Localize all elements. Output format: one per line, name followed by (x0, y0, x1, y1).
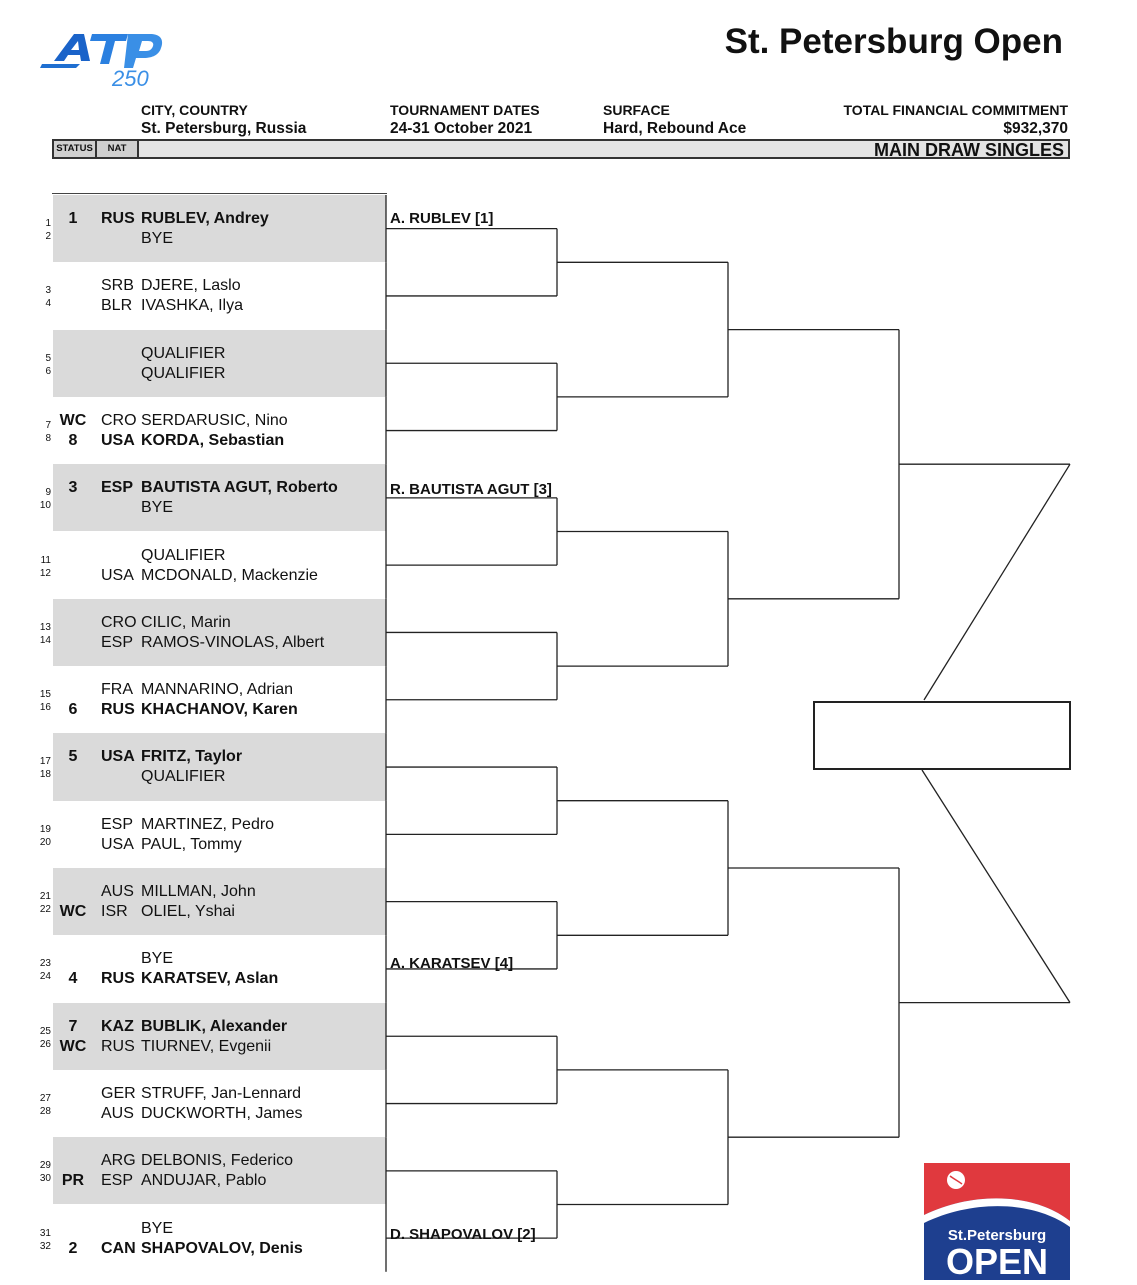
draw-position: 27 (39, 1092, 51, 1104)
dates-label: TOURNAMENT DATES (390, 102, 540, 118)
player-nationality: RUS (101, 210, 135, 227)
st-petersburg-open-logo (924, 1163, 1070, 1280)
player-name: BUBLIK, Alexander (141, 1017, 288, 1035)
player-nationality: FRA (101, 681, 133, 699)
draw-position: 2 (45, 231, 51, 242)
player-nationality: ESP (101, 815, 134, 833)
surface-label: SURFACE (603, 102, 670, 118)
player-name: BAUTISTA AGUT, Roberto (141, 479, 338, 497)
player-nationality: ESP (101, 479, 134, 497)
player-name: OLIEL, Yshai (141, 903, 235, 920)
player-nationality: ARG (101, 1152, 136, 1170)
draw-position: 31 (39, 1227, 51, 1239)
player-name: KORDA, Sebastian (141, 431, 285, 449)
nat-column-header: NAT (97, 141, 139, 157)
player-nationality: KAZ (101, 1017, 134, 1035)
draw-position: 17 (39, 756, 51, 768)
player-name: MCDONALD, Mackenzie (141, 566, 318, 584)
draw-position: 22 (39, 904, 51, 915)
seed-status: 8 (68, 431, 78, 449)
player-nationality: RUS (101, 970, 135, 988)
draw-position: 30 (39, 1173, 51, 1185)
city-value: St. Petersburg, Russia (141, 120, 307, 137)
draw-position: 1 (45, 218, 51, 229)
player-nationality: USA (101, 835, 134, 853)
seed-status: 5 (68, 748, 78, 766)
player-name: MARTINEZ, Pedro (141, 815, 275, 833)
player-name: ANDUJAR, Pablo (141, 1172, 267, 1190)
seed-status: 6 (68, 701, 78, 719)
player-name: FRITZ, Taylor (141, 748, 243, 766)
player-name: TIURNEV, Evgenii (141, 1037, 272, 1055)
draw-position: 25 (39, 1025, 51, 1037)
draw-position: 19 (39, 823, 51, 835)
player-name: DELBONIS, Federico (141, 1152, 294, 1170)
seed-status: 7 (68, 1017, 78, 1035)
draw-position: 15 (39, 689, 51, 701)
draw-position: 21 (39, 891, 51, 902)
seed-status: 3 (68, 479, 78, 497)
draw-position: 18 (39, 769, 51, 781)
player-nationality: AUS (101, 883, 134, 900)
seed-status: PR (61, 1172, 85, 1190)
draw-position: 12 (39, 567, 51, 579)
draw-position: 5 (45, 352, 51, 364)
player-nationality: RUS (101, 701, 135, 719)
atp-tier-text: 250 (112, 66, 149, 91)
draw-position: 28 (39, 1105, 51, 1117)
draw-position: 13 (39, 621, 51, 633)
player-name: BYE (141, 950, 174, 968)
tournament-title: St. Petersburg Open (724, 22, 1063, 61)
seed-status: WC (59, 1037, 87, 1055)
player-nationality: SRB (101, 277, 134, 295)
player-nationality: USA (101, 431, 135, 449)
player-nationality: CRO (101, 411, 137, 429)
player-nationality: CRO (101, 613, 137, 631)
player-name: DJERE, Laslo (141, 277, 241, 295)
draw-position: 8 (45, 432, 51, 444)
advancer-karatsev: A. KARATSEV [4] (390, 955, 514, 972)
player-nationality: RUS (101, 1037, 135, 1055)
draw-position: 3 (45, 285, 51, 297)
player-nationality: GER (101, 1084, 136, 1102)
draw-position: 10 (39, 500, 51, 512)
player-name: PAUL, Tommy (141, 835, 242, 853)
draw-position: 9 (45, 487, 51, 499)
sponsor-logo-line2: OPEN (945, 1241, 1049, 1280)
draw-position: 4 (45, 298, 51, 310)
player-name: BYE (141, 1219, 174, 1237)
draw-position: 11 (40, 554, 51, 566)
draw-position: 20 (39, 836, 51, 848)
city-label: CITY, COUNTRY (141, 102, 248, 118)
draw-position: 29 (39, 1160, 51, 1172)
advancer-bautista-agut: R. BAUTISTA AGUT [3] (390, 481, 552, 498)
player-name: BYE (141, 499, 174, 517)
player-name: SERDARUSIC, Nino (141, 411, 288, 429)
champion-box (814, 702, 1070, 769)
draw-position: 24 (39, 971, 51, 983)
player-name: QUALIFIER (141, 768, 226, 786)
player-name: MANNARINO, Adrian (141, 681, 294, 699)
seed-status: 4 (68, 970, 78, 988)
seed-status: 1 (68, 210, 78, 227)
player-name: STRUFF, Jan-Lennard (141, 1084, 302, 1102)
player-nationality: AUS (101, 1104, 134, 1122)
player-name: QUALIFIER (141, 546, 226, 564)
draw-position: 6 (45, 365, 51, 377)
player-name: KARATSEV, Aslan (141, 970, 279, 988)
draw-position: 16 (39, 702, 51, 714)
seed-status: WC (59, 903, 87, 920)
player-nationality: BLR (101, 297, 133, 315)
status-column-header: STATUS (54, 141, 97, 157)
seed-status: WC (59, 411, 87, 429)
player-name: KHACHANOV, Karen (141, 701, 298, 719)
draw-position: 32 (39, 1240, 51, 1252)
final-line-bottom (922, 770, 1070, 1003)
player-nationality: CAN (101, 1239, 136, 1257)
player-name: BYE (141, 230, 174, 247)
seed-status: 2 (68, 1239, 78, 1257)
player-name: RAMOS-VINOLAS, Albert (141, 633, 325, 651)
player-nationality: USA (101, 566, 134, 584)
draw-position: 23 (39, 958, 51, 970)
player-name: QUALIFIER (141, 364, 226, 382)
player-name: DUCKWORTH, James (141, 1104, 303, 1122)
surface-value: Hard, Rebound Ace (603, 120, 747, 137)
sponsor-logo-line1: St.Petersburg (947, 1227, 1047, 1244)
player-name: RUBLEV, Andrey (141, 210, 269, 227)
draw-position: 7 (45, 419, 51, 431)
draw-title: MAIN DRAW SINGLES (873, 140, 1064, 160)
player-name: CILIC, Marin (141, 613, 231, 631)
player-nationality: ISR (101, 903, 128, 920)
player-name: MILLMAN, John (141, 883, 256, 900)
player-nationality: ESP (101, 633, 134, 651)
financial-value: $932,370 (1003, 120, 1068, 137)
player-name: SHAPOVALOV, Denis (141, 1239, 303, 1257)
draw-position: 14 (39, 634, 51, 646)
advancer-rublev: A. RUBLEV [1] (390, 210, 494, 227)
player-name: QUALIFIER (141, 344, 226, 362)
player-name: IVASHKA, Ilya (141, 297, 243, 315)
player-nationality: USA (101, 748, 135, 766)
final-line-top (924, 464, 1070, 700)
player-nationality: ESP (101, 1172, 134, 1190)
dates-value: 24-31 October 2021 (390, 120, 533, 137)
financial-label: TOTAL FINANCIAL COMMITMENT (843, 102, 1068, 118)
draw-position: 26 (39, 1038, 51, 1050)
advancer-shapovalov: D. SHAPOVALOV [2] (390, 1226, 536, 1243)
